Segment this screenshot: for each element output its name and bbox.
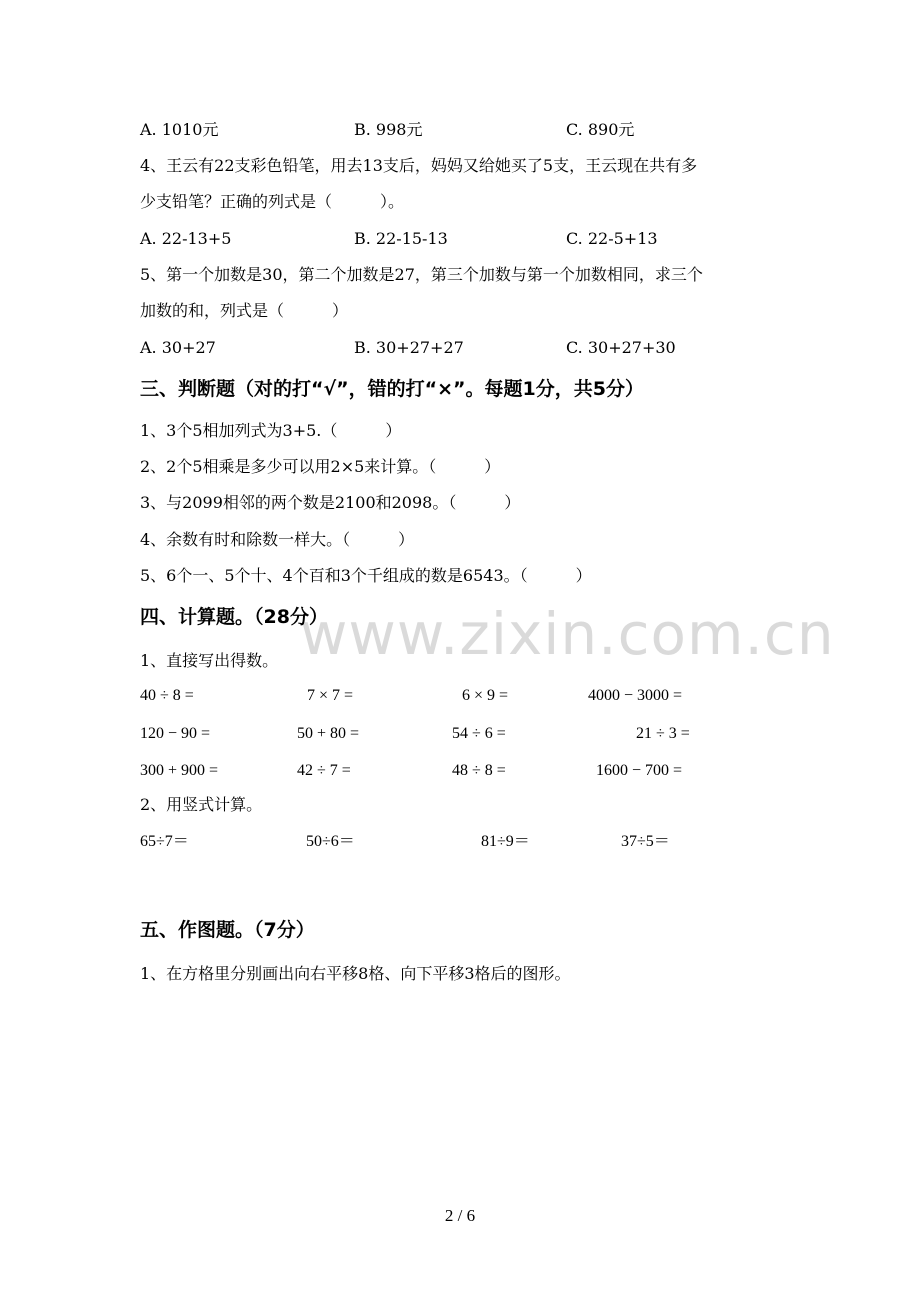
vertical-calc-2: 50÷6＝ (306, 833, 355, 850)
calc-r1-c3: 6 × 9 = (462, 687, 509, 704)
calc-r1-c1: 40 ÷ 8 = (140, 687, 194, 704)
calc-r2-c4: 21 ÷ 3 = (636, 725, 690, 742)
q5-line-1: 5、第一个加数是30，第二个加数是27，第三个加数与第一个加数相同，求三个 (140, 265, 703, 284)
section-5-title: 五、作图题。（7分） (140, 919, 315, 941)
calc-r2-c3: 54 ÷ 6 = (452, 725, 506, 742)
q4-line-2: 少支铅笔？正确的列式是（ ）。 (140, 192, 405, 211)
q5-option-b: B. 30+27+27 (354, 338, 464, 357)
vertical-calc-1: 65÷7＝ (140, 833, 189, 850)
q4-option-b: B. 22-15-13 (354, 229, 448, 248)
q5-option-a: A. 30+27 (140, 338, 216, 357)
section-3-title: 三、判断题（对的打“√”，错的打“×”。每题1分，共5分） (140, 378, 644, 400)
judge-item-4: 4、余数有时和除数一样大。（ ） (140, 530, 415, 549)
direct-calc-label: 1、直接写出得数。 (140, 651, 279, 670)
watermark: www.zixin.com.cn (300, 600, 835, 668)
q5-line-2: 加数的和，列式是（ ） (140, 301, 349, 320)
calc-r3-c4: 1600 − 700 = (596, 762, 683, 779)
calc-r3-c2: 42 ÷ 7 = (297, 762, 351, 779)
vertical-calc-4: 37÷5＝ (621, 833, 670, 850)
page-number: 2 / 6 (444, 1206, 476, 1225)
vertical-calc-label: 2、用竖式计算。 (140, 795, 263, 814)
calc-r1-c2: 7 × 7 = (307, 687, 354, 704)
q4-option-a: A. 22-13+5 (140, 229, 232, 248)
calc-r2-c1: 120 − 90 = (140, 725, 211, 742)
q3-option-b: B. 998元 (354, 120, 423, 139)
drawing-question-1: 1、在方格里分别画出向右平移8格、向下平移3格后的图形。 (140, 964, 571, 983)
judge-item-1: 1、3个5相加列式为3+5.（ ） (140, 421, 402, 440)
calc-r3-c1: 300 + 900 = (140, 762, 219, 779)
judge-item-2: 2、2个5相乘是多少可以用2×5来计算。（ ） (140, 457, 501, 476)
judge-item-3: 3、与2099相邻的两个数是2100和2098。（ ） (140, 493, 521, 512)
q3-option-c: C. 890元 (566, 120, 635, 139)
calc-r2-c2: 50 + 80 = (297, 725, 360, 742)
q4-line-1: 4、王云有22支彩色铅笔，用去13支后，妈妈又给她买了5支，王云现在共有多 (140, 156, 698, 175)
judge-item-5: 5、6个一、5个十、4个百和3个千组成的数是6543。（ ） (140, 566, 592, 585)
q5-option-c: C. 30+27+30 (566, 338, 676, 357)
calc-r1-c4: 4000 − 3000 = (588, 687, 683, 704)
q3-option-a: A. 1010元 (140, 120, 219, 139)
calc-r3-c3: 48 ÷ 8 = (452, 762, 506, 779)
section-4-title: 四、计算题。（28分） (140, 606, 328, 628)
vertical-calc-3: 81÷9＝ (481, 833, 530, 850)
q4-option-c: C. 22-5+13 (566, 229, 658, 248)
